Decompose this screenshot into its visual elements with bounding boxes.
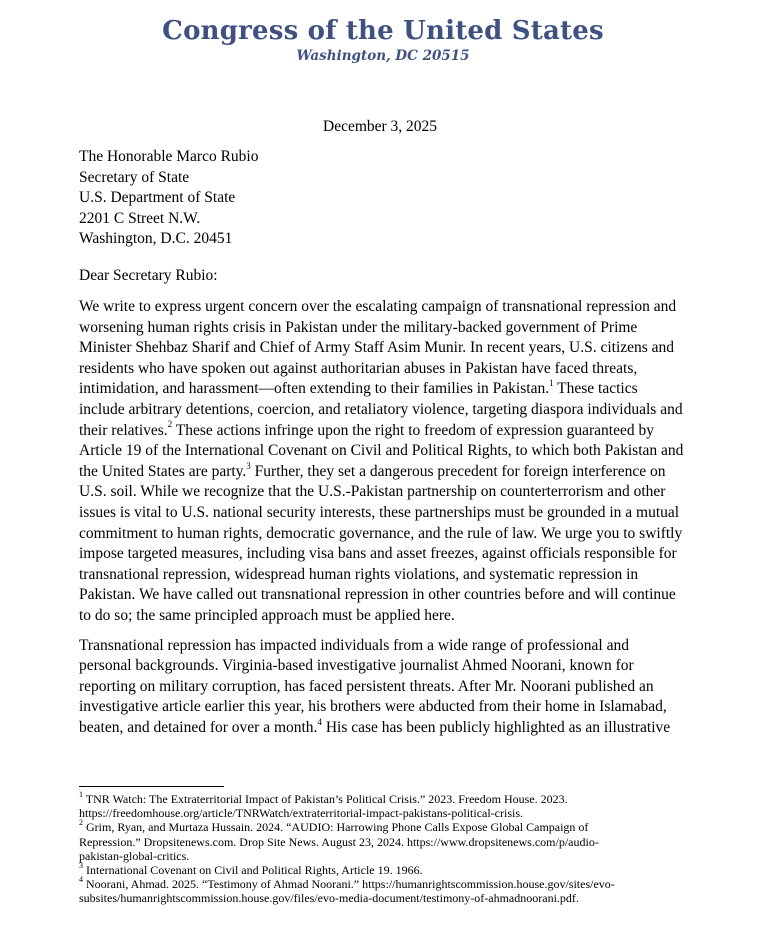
- footnote-ref-4[interactable]: 4: [317, 716, 322, 727]
- body-line: impose targeted measures, including visa bans and asset freezes, against officials responsible for: [79, 545, 677, 563]
- body-line-text: These actions infringe upon the right to freedom of expression guaranteed by: [172, 421, 654, 439]
- body-line-text: the United States are party.: [79, 462, 247, 480]
- footnote-line[interactable]: Repression.” Dropsitenews.com. Drop Site News. August 23, 2024. https://www.dropsitenews.com/p/audio-: [79, 834, 599, 849]
- body-line: [79, 718, 691, 739]
- footnote-number: 4: [79, 875, 83, 885]
- footnote-line: [79, 820, 699, 834]
- recipient-line: Washington, D.C. 20451: [79, 230, 233, 248]
- footnote-number: 1: [79, 790, 83, 799]
- letter-body: [79, 297, 691, 738]
- footnote-3: [79, 863, 699, 877]
- body-line: [79, 379, 691, 400]
- body-line: residents who have spoken out against authoritarian abuses in Pakistan have faced threats,: [79, 359, 638, 377]
- paragraph-2: [79, 636, 691, 739]
- body-line: to do so; the same principled approach must be applied here.: [79, 606, 455, 624]
- footnote-ref-1[interactable]: 1: [549, 378, 554, 389]
- footnote-2: [79, 820, 699, 863]
- body-line: Transnational repression has impacted individuals from a wide range of professional and: [79, 636, 629, 654]
- footnote-number: 3: [79, 861, 83, 871]
- footnote-line: [79, 877, 699, 891]
- body-line-text: intimidation, and harassment—often extending to their families in Pakistan.: [79, 380, 550, 398]
- recipient-line: Secretary of State: [79, 168, 190, 186]
- footnote-text: International Covenant on Civil and Political Rights, Article 19. 1966.: [83, 863, 423, 878]
- body-line: personal backgrounds. Virginia-based investigative journalist Ahmed Noorani, known for: [79, 657, 634, 675]
- body-line-text: beaten, and detained for over a month.: [79, 718, 318, 736]
- footnote-line: [79, 863, 699, 877]
- body-line: U.S. soil. While we recognize that the U.S.-Pakistan partnership on counterterrorism and other: [79, 483, 666, 501]
- footnote-line[interactable]: pakistan-global-critics.: [79, 848, 190, 863]
- footnote-text: TNR Watch: The Extraterritorial Impact of Pakistan’s Political Crisis.” 2023. Freedom House. 2023.: [83, 792, 568, 806]
- letterhead-location: Washington, DC 20515: [296, 48, 470, 64]
- footnote-number: 2: [79, 818, 83, 828]
- footnote-divider: [79, 786, 224, 787]
- footnotes: [79, 792, 699, 906]
- body-line: [79, 421, 691, 442]
- footnote-text: Grim, Ryan, and Murtaza Hussain. 2024. “AUDIO: Harrowing Phone Calls Expose Global Campaign of: [83, 820, 589, 835]
- body-line: We write to express urgent concern over the escalating campaign of transnational repression and: [79, 298, 677, 315]
- paragraph-1: [79, 297, 691, 627]
- recipient-line: The Honorable Marco Rubio: [79, 148, 259, 165]
- body-line-text: These tactics: [553, 380, 638, 398]
- body-line: commitment to human rights, democratic governance, and the rule of law. We urge you to swiftly: [79, 524, 683, 542]
- body-line: issues is vital to U.S. national security interests, these partnerships must be grounded in a mutual: [79, 503, 680, 521]
- body-line: include arbitrary detentions, coercion, and retaliatory violence, targeting diaspora individuals and: [79, 400, 683, 418]
- recipient-line: 2201 C Street N.W.: [79, 209, 201, 227]
- body-line: [79, 462, 691, 483]
- footnote-4: [79, 877, 699, 905]
- body-line-text: their relatives.: [79, 421, 168, 439]
- letterhead-title: Congress of the United States: [162, 16, 604, 46]
- footnote-line: [79, 792, 699, 806]
- body-line: investigative article earlier this year, his brothers were abducted from their home in Islamabad,: [79, 698, 667, 716]
- letterhead: [0, 16, 766, 65]
- body-line: Article 19 of the International Covenant on Civil and Political Rights, to which both Pakistan and: [79, 442, 684, 460]
- body-line: Minister Shehbaz Sharif and Chief of Army Staff Asim Munir. In recent years, U.S. citizens and: [79, 339, 675, 357]
- footnote-link[interactable]: https://freedomhouse.org/article/TNRWatch/extraterritorial-impact-pakistans-political-crisis.: [79, 806, 524, 821]
- footnote-link[interactable]: subsites/humanrightscommission.house.gov/files/evo-media-document/testimony-of-ahmadnoorani.pdf.: [79, 891, 579, 906]
- body-line: worsening human rights crisis in Pakistan under the military-backed government of Prime: [79, 318, 638, 336]
- letter-date: December 3, 2025: [323, 118, 438, 135]
- body-line: Pakistan. We have called out transnational repression in other countries before and will continue: [79, 586, 676, 604]
- footnote-ref-3[interactable]: 3: [246, 460, 251, 471]
- body-line: transnational repression, widespread human rights violations, and systematic repression in: [79, 565, 639, 583]
- footnote-1: [79, 792, 699, 820]
- body-line-text: His case has been publicly highlighted as an illustrative: [321, 718, 671, 736]
- recipient-address: [79, 147, 259, 250]
- footnote-text[interactable]: Noorani, Ahmad. 2025. “Testimony of Ahmad Noorani.” https://humanrightscommission.house.gov/sites/evo-: [83, 877, 615, 892]
- salutation: Dear Secretary Rubio:: [79, 267, 218, 284]
- recipient-line: U.S. Department of State: [79, 189, 236, 207]
- body-line-text: Further, they set a dangerous precedent for foreign interference on: [250, 462, 666, 480]
- footnote-ref-2[interactable]: 2: [167, 419, 173, 430]
- body-line: reporting on military corruption, has faced persistent threats. After Mr. Noorani published an: [79, 677, 654, 695]
